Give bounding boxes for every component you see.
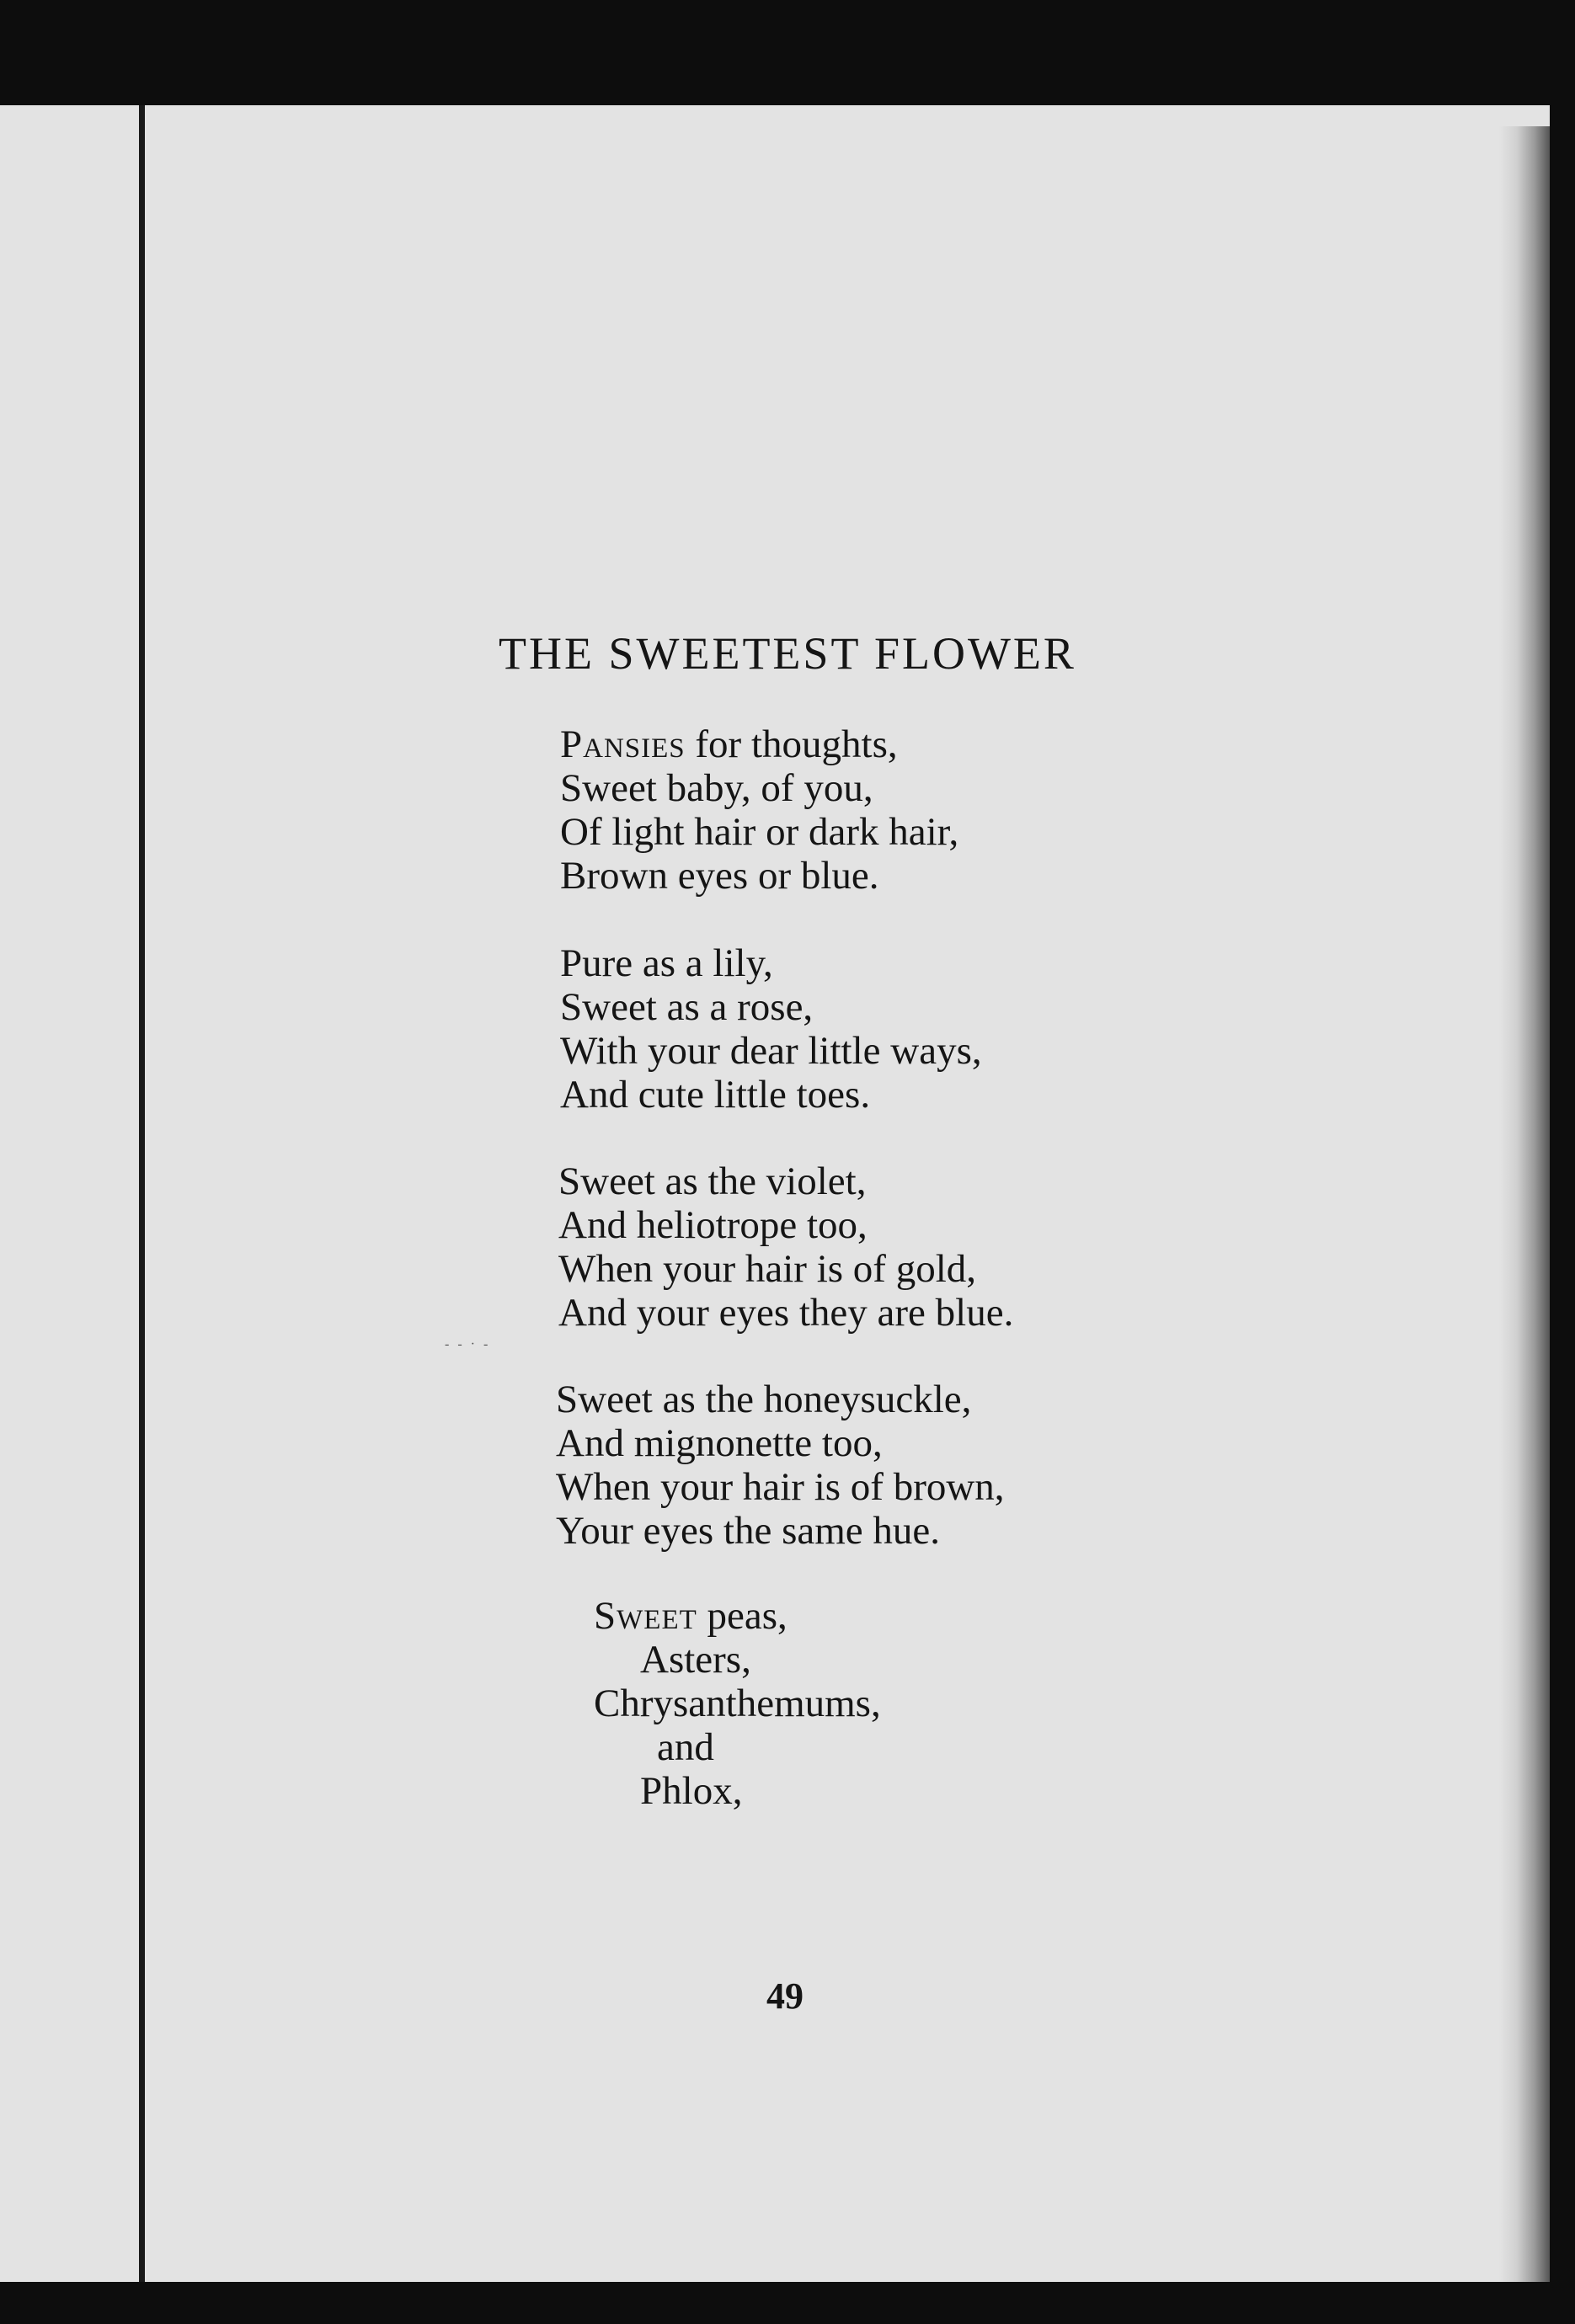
poem-line: And mignonette too, [556, 1421, 883, 1465]
first-line-rest: peas, [697, 1594, 788, 1638]
poem-line: Chrysanthemums, [594, 1682, 881, 1725]
poem-line: Asters, [640, 1638, 751, 1682]
poem-line: When your hair is of brown, [556, 1465, 1005, 1509]
poem-line: and [657, 1725, 714, 1769]
poem-line: Your eyes the same hue. [556, 1509, 941, 1553]
small-caps-lead: Sweet [594, 1594, 697, 1638]
poem-line: Sweet as a rose, [560, 985, 814, 1029]
poem-line: With your dear little ways, [560, 1029, 982, 1073]
poem-line: And your eyes they are blue. [558, 1291, 1014, 1335]
page-edge-shadow [1499, 126, 1550, 2282]
poem-title: THE SWEETEST FLOWER [499, 628, 1076, 679]
stanza-5 [594, 1594, 881, 1813]
stanza-3 [558, 1159, 1013, 1335]
small-caps-lead: Pansies [560, 722, 686, 766]
poem-line: Sweet as the violet, [558, 1159, 867, 1203]
stanza-2 [560, 941, 982, 1117]
poem-line [560, 722, 958, 766]
binding-gutter-line [139, 105, 145, 2282]
poem-line: When your hair is of gold, [558, 1247, 977, 1291]
page-number: 49 [766, 1975, 804, 2017]
stanza-4 [556, 1378, 1005, 1553]
poem-line: Phlox, [640, 1769, 743, 1813]
poem-line: Sweet baby, of you, [560, 766, 873, 810]
poem-line: Of light hair or dark hair, [560, 810, 959, 854]
stanza-1 [560, 722, 958, 898]
scan-specks: - - · - [445, 1337, 491, 1351]
poem-line: Pure as a lily, [560, 941, 773, 985]
poem-line [594, 1594, 881, 1638]
poem-line: And heliotrope too, [558, 1203, 868, 1247]
poem-line: Brown eyes or blue. [560, 854, 879, 898]
poem-line: And cute little toes. [560, 1073, 871, 1117]
poem-line: Sweet as the honeysuckle, [556, 1378, 972, 1421]
first-line-rest: for thoughts, [685, 722, 898, 766]
